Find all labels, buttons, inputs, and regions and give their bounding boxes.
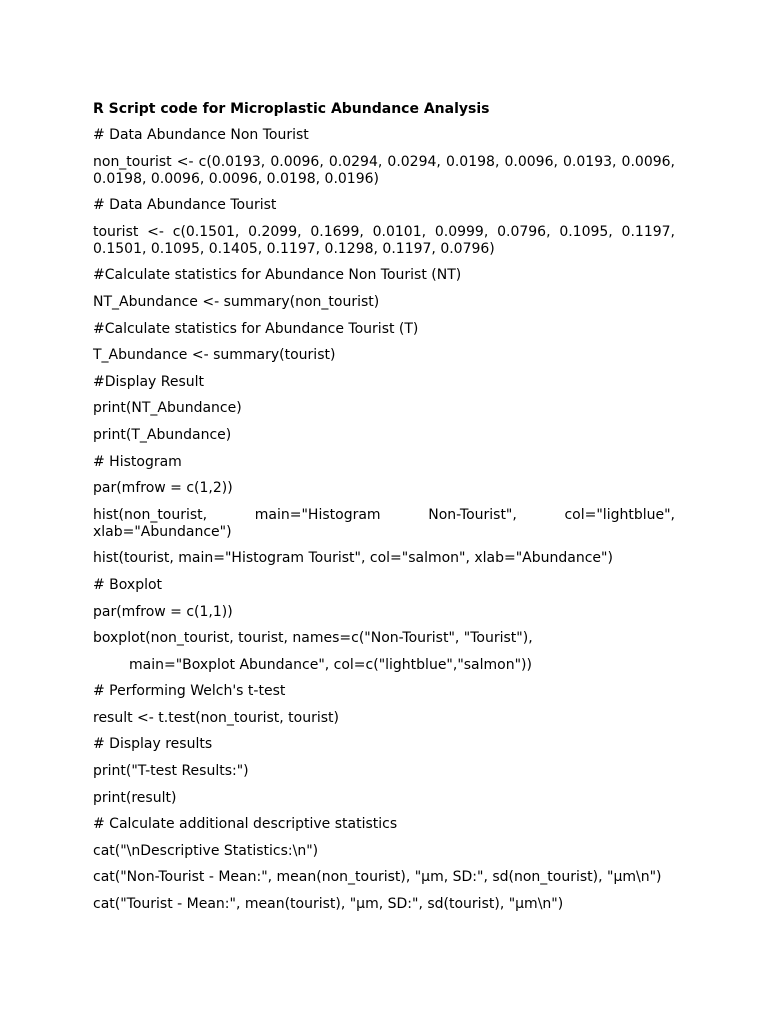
comment-data-tourist: # Data Abundance Tourist xyxy=(93,197,277,214)
code-par-boxplot: par(mfrow = c(1,1)) xyxy=(93,603,233,620)
code-nt-summary: NT_Abundance <- summary(non_tourist) xyxy=(93,293,380,310)
code-cat-heading: cat("\nDescriptive Statistics:\n") xyxy=(93,842,319,859)
comment-descriptive-stats: # Calculate additional descriptive statistics xyxy=(93,816,398,833)
code-tourist-vector: tourist <- c(0.1501, 0.2099, 0.1699, 0.0101, 0.0999, 0.0796, 0.1095, 0.1197, 0.1501, 0.1095, 0.1405, 0.1197, 0.1298, 0.1197, 0.0796) xyxy=(93,223,675,257)
code-print-t: print(T_Abundance) xyxy=(93,426,232,443)
comment-display-results: # Display results xyxy=(93,736,213,753)
code-print-result: print(result) xyxy=(93,789,177,806)
comment-data-non-tourist: # Data Abundance Non Tourist xyxy=(93,127,309,143)
comment-boxplot: # Boxplot xyxy=(93,576,163,593)
comment-display-result: #Display Result xyxy=(93,373,205,390)
document-title: R Script code for Microplastic Abundance Analysis xyxy=(93,101,490,117)
code-hist-non-tourist: hist(non_tourist, main="Histogram Non-Tourist", col="lightblue", xlab="Abundance") xyxy=(93,506,675,540)
code-non-tourist-vector: non_tourist <- c(0.0193, 0.0096, 0.0294, 0.0294, 0.0198, 0.0096, 0.0193, 0.0096, 0.0198, 0.0096, 0.0096, 0.0198, 0.0196) xyxy=(93,153,675,187)
code-boxplot-args: main="Boxplot Abundance", col=c("lightblue","salmon")) xyxy=(129,656,532,673)
document-page xyxy=(93,101,675,923)
code-cat-tourist: cat("Tourist - Mean:", mean(tourist), "µm, SD:", sd(tourist), "µm\n") xyxy=(93,896,564,913)
code-cat-non-tourist: cat("Non-Tourist - Mean:", mean(non_tourist), "µm, SD:", sd(non_tourist), "µm\n") xyxy=(93,869,662,886)
code-print-nt: print(NT_Abundance) xyxy=(93,400,242,417)
code-t-summary: T_Abundance <- summary(tourist) xyxy=(93,347,336,364)
code-t-test: result <- t.test(non_tourist, tourist) xyxy=(93,709,339,726)
comment-stats-non-tourist: #Calculate statistics for Abundance Non Tourist (NT) xyxy=(93,267,462,284)
comment-histogram: # Histogram xyxy=(93,453,182,470)
comment-welch-test: # Performing Welch's t-test xyxy=(93,683,286,700)
code-hist-tourist: hist(tourist, main="Histogram Tourist", col="salmon", xlab="Abundance") xyxy=(93,550,613,567)
comment-stats-tourist: #Calculate statistics for Abundance Tourist (T) xyxy=(93,320,419,337)
code-boxplot-call: boxplot(non_tourist, tourist, names=c("Non-Tourist", "Tourist"), xyxy=(93,630,533,647)
code-par-histogram: par(mfrow = c(1,2)) xyxy=(93,480,233,497)
code-print-heading: print("T-test Results:") xyxy=(93,763,249,780)
